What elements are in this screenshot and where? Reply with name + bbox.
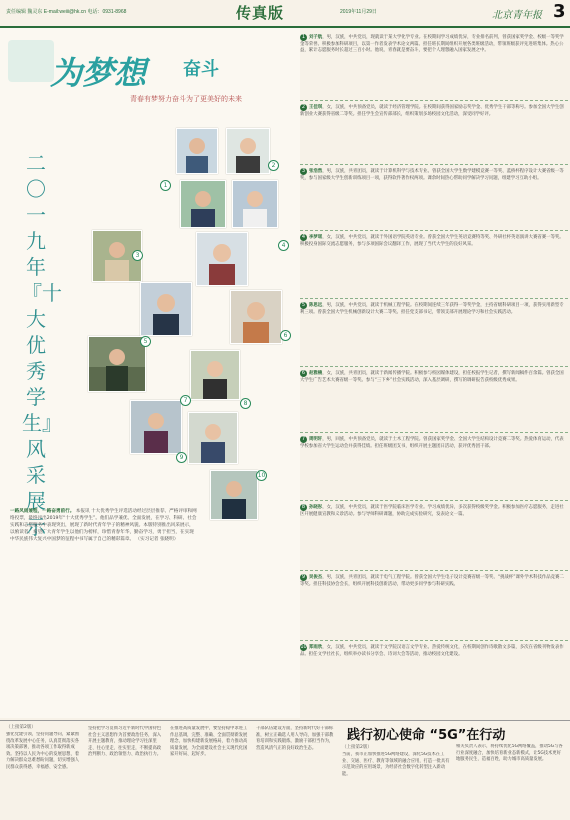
feature-subline: 青春有梦努力奋斗为了更美好的未来 <box>130 95 242 103</box>
student-photo-8 <box>230 290 282 344</box>
student-photo-7 <box>196 232 248 286</box>
bio-number: 3 <box>301 168 306 174</box>
bio-number: 4 <box>301 234 306 240</box>
student-photo-12 <box>188 412 238 464</box>
student-photo-9 <box>88 336 146 392</box>
bio-text: ，男，回族，中共预备党员，就读于土木工程学院。曾获国家奖学金、全国大学生结构设计竞赛二等奖。热爱体育运动，代表学校参加省大学生运动会并获得佳绩。担任班级团支书，组织开展主题团日活动，获评优秀团干部。 <box>300 437 564 449</box>
bio-number: 9 <box>301 574 306 580</box>
bio-number: 10 <box>300 644 307 650</box>
bio-number: 2 <box>301 104 306 110</box>
bio-text: ，女，汉族，中共党员，就读于医学院临床医学专业。学习成绩优异，多次获得校级奖学金。积极参加医疗志愿服务，走进社区开展健康宣教和义诊活动。参与导师科研课题，协助完成实验研究，发表论文一篇。 <box>300 505 564 517</box>
bio-text: ，女，汉族，中共党员，就读于文学院汉语言文学专业。热爱传统文化，在校期间创作诗歌散文多篇，多次在省级刊物发表作品。担任文学社社长，组织举办读书分享会、诗词大会等活动，推动校园文化建设。 <box>300 645 564 657</box>
student-photo-3 <box>180 180 226 228</box>
bio-name: 郑雨欣 <box>309 645 323 650</box>
student-photo-10 <box>190 350 240 400</box>
bio-number: 8 <box>301 504 306 510</box>
student-photo-13 <box>210 470 258 520</box>
bio-entry <box>300 104 568 165</box>
intro-text: 本报讯 十大优秀学生评选活动经过层层推荐、严格评审和网络投票，最终评出2019年“十大优秀学生”。他们品学兼优、全面发展，在学习、科研、社会实践和志愿服务中表现突出，展现了新时代青年学子的精神风貌。本版特别推出风采展示，以飨读者。希望广大青年学生以他们为榜样，珍惜青春年华，勤奋学习，勇于担当，在实现中华民族伟大复兴中国梦的征程中书写属于自己的精彩篇章。 <box>10 509 197 543</box>
bio-name: 孙晓彤 <box>309 505 323 510</box>
bio-text: ，男，汉族，共青团员，就读于电气工程学院。曾获全国大学生电子设计竞赛省级一等奖、“挑战杯”课外学术科技作品竞赛二等奖。担任科技协会会长，组织开展科技创新活动，带动更多同学参与科研实践。 <box>300 575 564 587</box>
bottom-divider <box>0 720 570 721</box>
photo-number: 9 <box>176 452 187 463</box>
bio-number: 5 <box>301 302 306 308</box>
bio-entry <box>300 302 568 367</box>
student-photo-4 <box>232 180 278 228</box>
photo-number: 1 <box>160 180 171 191</box>
bio-name: 陈思远 <box>309 303 323 308</box>
article-headline: 践行初心使命 “5G”在行动 <box>347 728 506 743</box>
bio-entry <box>300 370 568 433</box>
photo-number: 8 <box>240 398 251 409</box>
bio-number: 7 <box>301 436 306 442</box>
feature-headline: 为梦想 <box>50 54 147 92</box>
intro-byline: （实习记者 张晓明） <box>135 537 179 543</box>
bio-entry <box>300 34 568 101</box>
article-column: 干部队伍建设方面，坚持新时代好干部标准，树立正确选人用人导向，加强干部教育培训和实践锻炼，激励干部担当作为，营造风清气正的良好政治生态。 <box>256 726 334 751</box>
continuation-tag: （上接第2版） <box>342 745 372 750</box>
bio-entry <box>300 574 568 641</box>
photo-number: 3 <box>132 250 143 261</box>
newspaper-brand: 北京青年报 <box>492 10 542 21</box>
feature-headline-suffix: 奋斗 <box>183 59 219 80</box>
intro-lead: 一路风雨兼程，一路奋勇前行。 <box>10 509 75 514</box>
student-photo-2 <box>226 128 270 174</box>
article-column: 坚持把学习贯彻习近平新时代中国特色社会主义思想作为首要政治任务，深入开展主题教育，推动理论学习往深里走、往心里走、往实里走，不断提高政治判断力、政治领悟力、政治执行力。 <box>88 726 162 758</box>
bio-text: ，男，汉族，中共党员，就读于机械工程学院。在校期间连续三年获得一等奖学金，主持省级科研项目一项，获得实用新型专利三项。曾获全国大学生机械创新设计大赛二等奖。担任党支部书记，带领支部开展理论学习和社会实践活动。 <box>300 303 564 315</box>
photo-number: 2 <box>268 160 279 171</box>
article-column: 相关负责人表示，将持续优化5G网络覆盖，推动5G与各行业深度融合，加快培育新业态新模式，让5G技术更好地服务民生、造福百姓，助力城市高质量发展。 <box>456 744 563 763</box>
student-photo-6 <box>140 282 192 336</box>
bio-entry <box>300 168 568 231</box>
bio-name: 王佳琪 <box>309 105 323 110</box>
section-title: 传真版 <box>236 4 285 22</box>
bio-name: 李梦瑶 <box>309 235 323 240</box>
bio-text: ，女，汉族，中共预备党员，就读于经济管理学院。在校期间获得国家励志奖学金、优秀学生干部等称号。参加全国大学生创新创业大赛获得省级二等奖。担任学生会宣传部部长，组织策划多场校园文化活动，深受同学好评。 <box>300 105 564 117</box>
photo-number: 6 <box>280 330 291 341</box>
bio-name: 吴俊杰 <box>309 575 323 580</box>
vertical-title: 二〇一九年『十大优秀学生』风采展示 <box>22 151 62 539</box>
bio-entry <box>300 644 568 714</box>
bio-name: 周明轩 <box>309 437 323 442</box>
bio-number: 1 <box>301 34 306 40</box>
student-photo-1 <box>176 128 218 174</box>
editor-info: 责任编辑 魏灵东 E-mail:weiii@hk.cn 电话：0931-8968 <box>6 9 127 15</box>
student-bios <box>300 34 570 718</box>
photo-number: 4 <box>278 240 289 251</box>
student-photo-11 <box>130 400 182 454</box>
bio-text: ，男，汉族，共青团员，就读于计算机科学与技术专业。曾获全国大学生数学建模竞赛一等奖、蓝桥杯程序设计大赛省级一等奖，参与国家级大学生创新训练项目一项，获得软件著作权两项。课余时间热心帮助同学解决学习问题，组建学习互助小组。 <box>300 169 564 181</box>
continuation-tag: （上接第2版） <box>6 725 36 730</box>
issue-date: 2019年11月29日 <box>340 9 377 15</box>
bio-name: 张浩然 <box>309 169 323 174</box>
photo-number: 10 <box>257 472 266 479</box>
page-number: 3 <box>553 1 566 22</box>
article-column: 当前，我市正加快推进5G网络建设，深化5G技术在工业、交通、医疗、教育等领域的融合应用，打造一批具有示范效应的应用场景，为经济社会数字化转型注入新动能。 <box>342 752 450 777</box>
article-column: 在推进高质量发展中，要坚持稳中求进工作总基调，完整、准确、全面贯彻新发展理念，加快构建新发展格局，着力推动高质量发展，为全面建设社会主义现代化国家开好局、起好步。 <box>170 726 248 758</box>
bio-text: ，女，汉族，中共党员，就读于外国语学院英语专业。曾获全国大学生英语竞赛特等奖、外研社杯英语演讲大赛省赛一等奖。积极投身国际交流志愿服务，参与多项国际会议翻译工作，展现了当代大学生的良好风采。 <box>300 235 564 247</box>
photo-number: 7 <box>180 395 191 406</box>
feature-intro <box>10 508 198 668</box>
article-column: 强化党建引领，坚持问题导向，紧紧围绕改革发展中心任务，认真贯彻落实各项决策部署，推动各项工作取得新成效。坚持以人民为中心的发展思想，着力解决群众急难愁盼问题，切实增强人民群众获得感、幸福感、安全感。 <box>6 732 80 770</box>
bio-entry <box>300 436 568 501</box>
bio-number: 6 <box>301 370 306 376</box>
bio-text: ，男，汉族，中共党员，现就读于某大学化学专业。在校期间学习成绩优异，专业排名前列，曾获国家奖学金、校级一等奖学金等荣誉。积极参加科研项目，以第一作者发表学术论文两篇。担任班长期间组织开展各类班级活动，带领班级获评先进班集体。热心公益，累计志愿服务时长超过三百小时。他说，青春就是要奋斗，要把个人理想融入国家发展之中。 <box>300 35 564 53</box>
bio-text: ，女，汉族，共青团员，就读于新闻传播学院。积极参与校园媒体建设，担任校报学生记者，撰写新闻稿件百余篇。曾获全国大学生广告艺术大赛省级一等奖。参与“三下乡”社会实践活动，深入基层调研，撰写的调研报告获校级优秀成果。 <box>300 371 564 383</box>
bio-name: 刘子航 <box>309 35 323 40</box>
bio-name: 赵雅楠 <box>309 371 323 376</box>
photo-number: 5 <box>140 336 151 347</box>
bio-entry <box>300 234 568 299</box>
decoration-block <box>8 40 54 82</box>
bio-entry <box>300 504 568 571</box>
